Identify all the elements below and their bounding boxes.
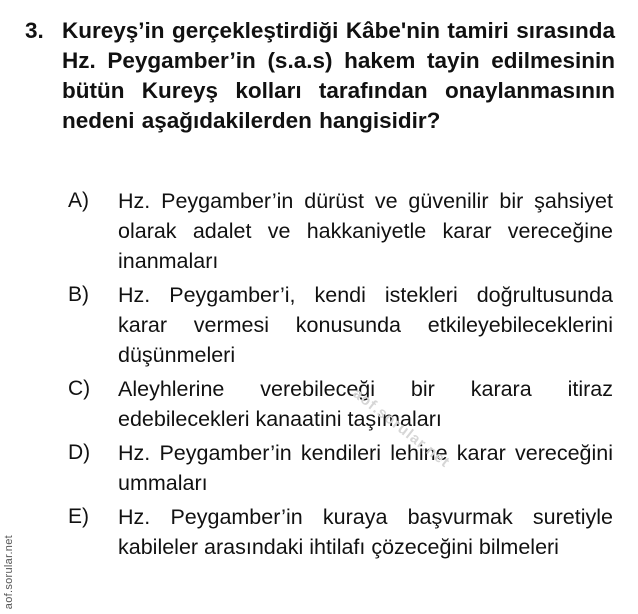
question-block bbox=[25, 16, 615, 136]
option-e-text: Hz. Peygamber’in kuraya başvurmak suretiyle kabileler arasındaki ihtilafı çözeceğini bilmeleri bbox=[118, 505, 613, 559]
option-b-text: Hz. Peygamber’i, kendi istekleri doğrultusunda karar vermesi konusunda etkileyebileceklerini düşünmeleri bbox=[118, 283, 613, 367]
question-text: Kureyş’in gerçekleştirdiği Kâbe'nin tamiri sırasında Hz. Peygamber’in (s.a.s) hakem tayin edilmesinin bütün Kureyş kolları tarafından onaylanmasının nedeni aşağıdakilerden hangisidir? bbox=[62, 18, 615, 133]
answer-options bbox=[68, 186, 613, 566]
option-e[interactable] bbox=[68, 502, 613, 562]
option-d-letter: D) bbox=[68, 441, 91, 464]
question-number: 3. bbox=[25, 18, 44, 43]
option-c-letter: C) bbox=[68, 377, 91, 400]
option-c-text: Aleyhlerine verebileceği bir karara itiraz edebilecekleri kanaatini taşımaları bbox=[118, 377, 613, 431]
side-watermark: aof.sorular.net bbox=[3, 534, 15, 609]
option-c[interactable] bbox=[68, 374, 613, 434]
option-b-letter: B) bbox=[68, 283, 89, 306]
diagonal-watermark: aof.sorular.net bbox=[349, 385, 454, 472]
option-a-text: Hz. Peygamber’in dürüst ve güvenilir bir şahsiyet olarak adalet ve hakkaniyetle karar vereceğine inanmaları bbox=[118, 189, 613, 273]
option-d[interactable] bbox=[68, 438, 613, 498]
option-a-letter: A) bbox=[68, 189, 89, 212]
option-d-text: Hz. Peygamber’in kendileri lehine karar vereceğini ummaları bbox=[118, 441, 613, 495]
option-b[interactable] bbox=[68, 280, 613, 370]
option-e-letter: E) bbox=[68, 505, 89, 528]
option-a[interactable] bbox=[68, 186, 613, 276]
